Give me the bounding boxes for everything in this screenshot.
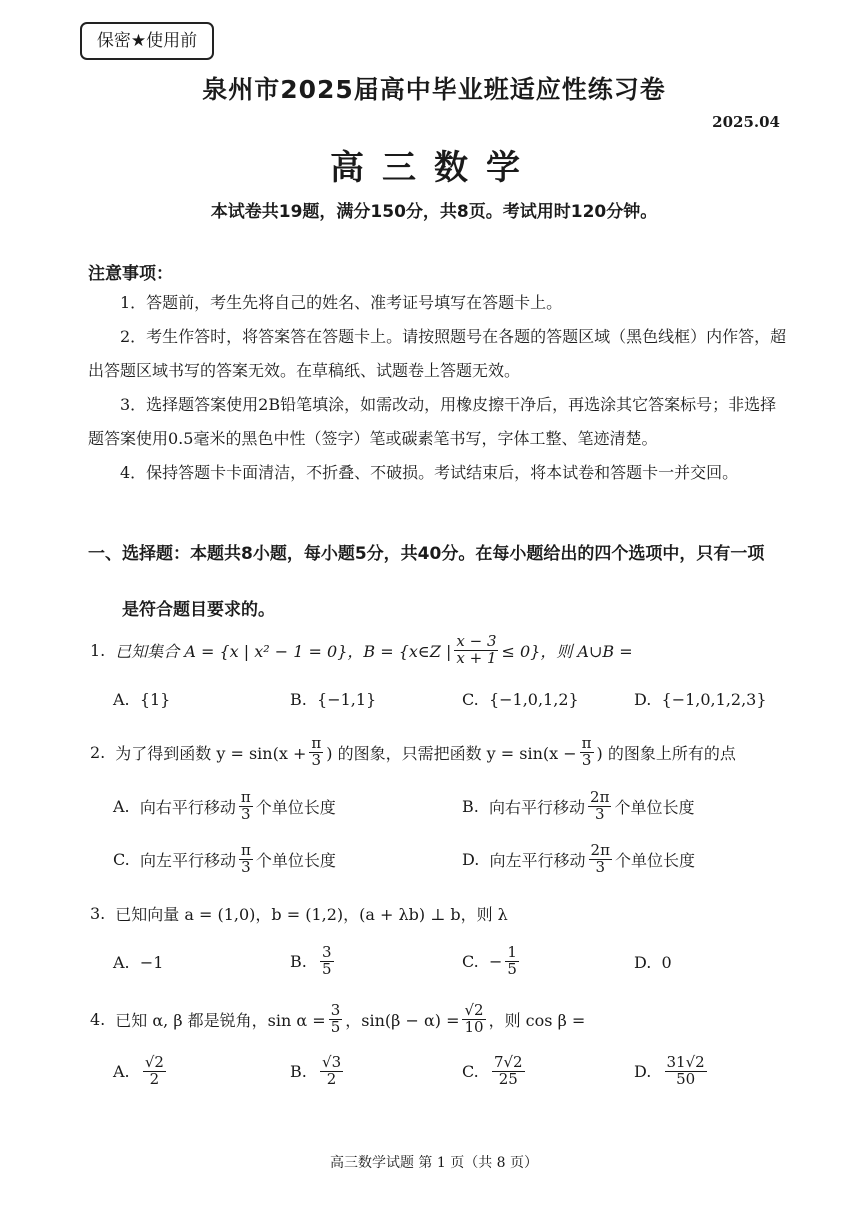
- notes-list: [88, 286, 788, 490]
- fraction: $\frac{\pi}{3}$: [581, 734, 592, 769]
- q3-option-d[interactable]: D. 0: [634, 953, 672, 972]
- confidential-label: 保密★使用前: [80, 22, 214, 60]
- fraction: $\frac{3}{5}$: [330, 1001, 341, 1036]
- note-item: 3．选择题答案使用2B铅笔填涂，如需改动，用橡皮擦干净后，再选涂其它答案标号；非选择题答案使用0.5毫米的黑色中性（签字）笔或碳素笔书写，字体工整、笔迹清楚。: [88, 395, 777, 448]
- q1-option-b[interactable]: B. {−1,1}: [290, 690, 377, 709]
- page-footer: 高三数学试题 第 1 页（共 8 页）: [329, 1155, 539, 1171]
- section-heading-line1: 一、选择题：本题共8小题，每小题5分，共40分。在每小题给出的四个选项中，只有一项: [88, 544, 765, 564]
- fraction: $\frac{√2}{10}$: [464, 1001, 484, 1036]
- q3-option-b[interactable]: B. $\frac{3}{5}$: [290, 943, 332, 978]
- question-4-stem: [90, 1003, 585, 1036]
- note-item: 4．保持答题卡卡面清洁，不折叠、不破损。考试结束后，将本试卷和答题卡一并交回。: [120, 463, 739, 482]
- question-text: 已知 α, β 都是锐角，sin α =: [115, 1010, 326, 1030]
- question-3-stem: [90, 902, 508, 925]
- exam-info: 本试卷共19题，满分150分，共8页。考试用时120分钟。: [210, 202, 658, 222]
- question-text: ，则 cos β =: [488, 1010, 586, 1030]
- q4-option-d[interactable]: D. $\frac{31√2}{50}$: [634, 1053, 705, 1088]
- question-text: ) 的图象，只需把函数 y = sin(x −: [326, 743, 577, 763]
- question-text: ≤ 0}，则 A∪B =: [501, 641, 633, 661]
- question-text: ) 的图象上所有的点: [596, 743, 736, 763]
- question-text: 为了得到函数 y = sin(x +: [115, 743, 307, 763]
- notes-heading: 注意事项：: [88, 264, 173, 284]
- note-item: 2．考生作答时，将答案答在答题卡上。请按照题号在各题的答题区域（黑色线框）内作答，超出答题区域书写的答案无效。在草稿纸、试题卷上答题无效。: [88, 327, 787, 380]
- q3-option-a[interactable]: A. −1: [113, 953, 164, 972]
- question-2-stem: [90, 736, 736, 769]
- q2-option-c[interactable]: C. 向左平行移动 $\frac{\pi}{3}$ 个单位长度: [113, 841, 336, 876]
- q2-option-b[interactable]: B. 向右平行移动 $\frac{2\pi}{3}$ 个单位长度: [462, 788, 695, 823]
- question-1-stem: [90, 634, 633, 667]
- question-text: 已知集合 A = {x | x² − 1 = 0}，B = {x∈Z |: [115, 641, 452, 661]
- section-heading: [88, 526, 788, 638]
- question-text: ，sin(β − α) =: [345, 1010, 460, 1030]
- exam-date: 2025.04: [712, 113, 780, 131]
- fraction: $\frac{x - 3}{x + 1}$: [456, 632, 497, 667]
- subject-title: 高三数学: [330, 148, 538, 188]
- q4-option-a[interactable]: A. $\frac{√2}{2}$: [113, 1053, 164, 1088]
- q3-option-c[interactable]: C. − $\frac{1}{5}$: [462, 943, 517, 978]
- q2-option-a[interactable]: A. 向右平行移动 $\frac{\pi}{3}$ 个单位长度: [113, 788, 336, 823]
- q1-option-d[interactable]: D. {−1,0,1,2,3}: [634, 690, 767, 709]
- q4-option-c[interactable]: C. $\frac{7√2}{25}$: [462, 1053, 523, 1088]
- question-number: 4.: [90, 1009, 106, 1029]
- question-number: 1.: [90, 640, 106, 660]
- fraction: $\frac{\pi}{3}$: [311, 734, 322, 769]
- q1-option-c[interactable]: C. {−1,0,1,2}: [462, 690, 579, 709]
- section-heading-line2: 是符合题目要求的。: [122, 600, 275, 620]
- q1-option-a[interactable]: A. {1}: [113, 690, 171, 709]
- question-number: 2.: [90, 742, 106, 762]
- q4-option-b[interactable]: B. $\frac{√3}{2}$: [290, 1053, 342, 1088]
- note-item: 1．答题前，考生先将自己的姓名、准考证号填写在答题卡上。: [120, 293, 563, 312]
- question-text: 已知向量 a = (1,0)，b = (1,2)，(a + λb) ⊥ b，则 λ: [115, 905, 508, 924]
- question-number: 3.: [90, 904, 106, 923]
- exam-title: 泉州市2025届高中毕业班适应性练习卷: [202, 75, 666, 104]
- q2-option-d[interactable]: D. 向左平行移动 $\frac{2\pi}{3}$ 个单位长度: [462, 841, 695, 876]
